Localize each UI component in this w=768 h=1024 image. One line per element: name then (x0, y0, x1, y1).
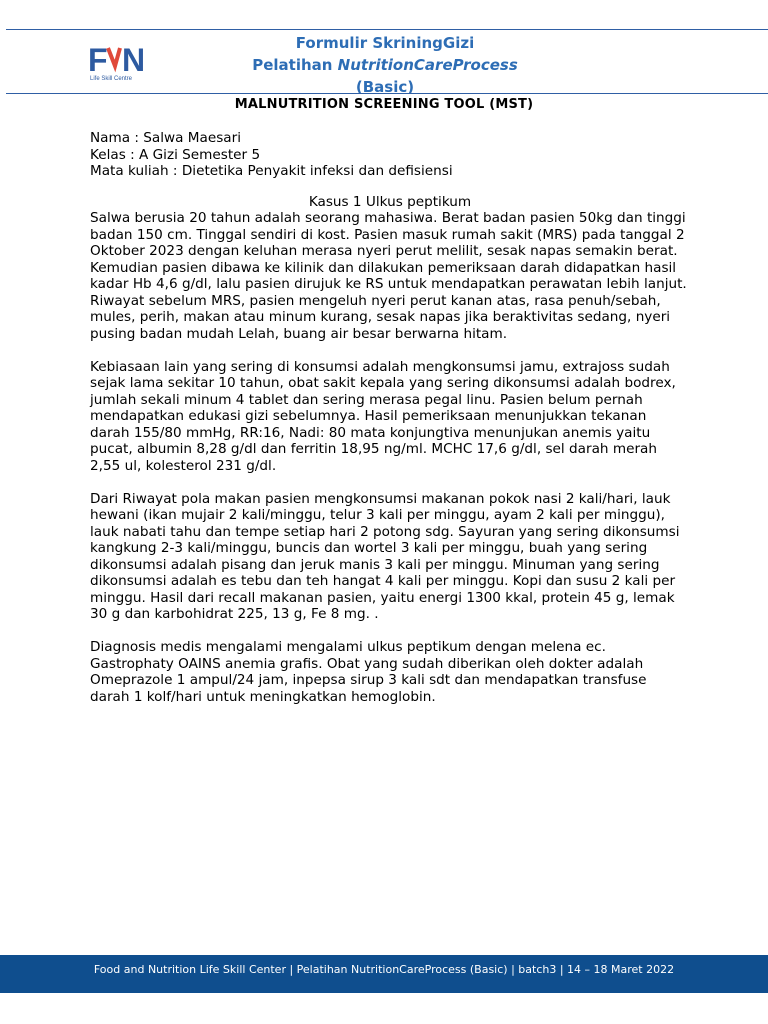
header-title-line1: Formulir SkriningGizi (295, 34, 475, 52)
case-title: Kasus 1 Ulkus peptikum (308, 193, 472, 210)
header-top-rule (6, 29, 768, 30)
case-paragraph-3: Dari Riwayat pola makan pasien mengkonsumsi makanan pokok nasi 2 kali/hari, lauk hewani (ikan mujair 2 kali/minggu, telur 3 kali per minggu, ayam 2 kali per minggu), lauk nabati tahu dan tempe setiap hari 2 potong sdg. Sayuran yang sering dikonsumsi kangkung 2-3 kali/minggu, buncis dan wortel 3 kali per minggu, buah yang sering dikonsumsi adalah pisang dan jeruk manis 3 kali per minggu. Minuman yang sering dikonsumsi adalah es tebu dan teh hangat 4 kali per minggu. Kopi dan susu 2 kali per minggu. Hasil dari recall makanan pasien, yaitu energi 1300 kkal, protein 45 g, lemak 30 g dan karbohidrat 225, 13 g, Fe 8 mg. . (90, 490, 680, 622)
fln-logo (88, 42, 154, 82)
course-name: Mata kuliah : Dietetika Penyakit infeksi dan defisiensi (90, 163, 453, 179)
student-name: Nama : Salwa Maesari (90, 130, 241, 146)
document-body (90, 130, 690, 722)
student-class: Kelas : A Gizi Semester 5 (90, 146, 261, 163)
header-bottom-rule (6, 93, 768, 94)
page-footer: Food and Nutrition Life Skill Center | Pelatihan NutritionCareProcess (Basic) | batch3 | 14 – 18 Maret 2022 (0, 955, 768, 993)
document-title: MALNUTRITION SCREENING TOOL (MST) (234, 97, 534, 112)
case-paragraph-1: Salwa berusia 20 tahun adalah seorang mahasiwa. Berat badan pasien 50kg dan tinggi badan 150 cm. Tinggal sendiri di kost. Pasien masuk rumah sakit (MRS) pada tanggal 2 Oktober 2023 dengan keluhan merasa nyeri perut melilit, sesak napas semakin berat. Kemudian pasien dibawa ke kilinik dan dilakukan pemeriksaan darah didapatkan hasil kadar Hb 4,6 g/dl, lalu pasien dirujuk ke RS untuk mendapatkan perawatan lebih lanjut. Riwayat sebelum MRS, pasien mengeluh nyeri perut kanan atas, rasa penuh/sebah, mules, perih, makan atau minum kurang, sesak napas jika beraktivitas sedang, nyeri pusing badan mudah Lelah, buang air besar berwarna hitam. (90, 210, 687, 342)
header-title-line2 (230, 54, 540, 98)
logo-letter-f: F (88, 42, 108, 78)
header-title-line2-prefix: Pelatihan (252, 56, 338, 74)
logo-subtext: Life Skill Centre (90, 76, 133, 82)
logo-check-mark (108, 48, 120, 66)
student-info (90, 130, 690, 180)
header-title-line2-italic: NutritionCareProcess (337, 56, 518, 74)
case-paragraph-4: Diagnosis medis mengalami mengalami ulkus peptikum dengan melena ec. Gastrophaty OAINS anemia grafis. Obat yang sudah diberikan oleh dokter adalah Omeprazole 1 ampul/24 jam, inpepsa sirup 3 kali sdt dan mendapatkan transfuse darah 1 kolf/hari untuk meningkatkan hemoglobin. (90, 639, 647, 705)
case-paragraph-2: Kebiasaan lain yang sering di konsumsi adalah mengkonsumsi jamu, extrajoss sudah sejak lama sekitar 10 tahun, obat sakit kepala yang sering dikonsumsi adalah bodrex, jumlah sekali minum 4 tablet dan sering merasa pegal linu. Pasien belum pernah mendapatkan edukasi gizi sebelumnya. Hasil pemeriksaan menunjukkan tekanan darah 155/80 mmHg, RR:16, Nadi: 80 mata konjungtiva menunjukan anemis yaitu pucat, albumin 8,28 g/dl dan ferritin 18,95 ng/ml. MCHC 17,6 g/dl, sel darah merah 2,55 ul, kolesterol 231 g/dl. (90, 358, 676, 474)
header-title (230, 32, 540, 98)
logo-letter-n: N (122, 42, 146, 78)
header-title-line2-suffix: (Basic) (355, 78, 415, 96)
